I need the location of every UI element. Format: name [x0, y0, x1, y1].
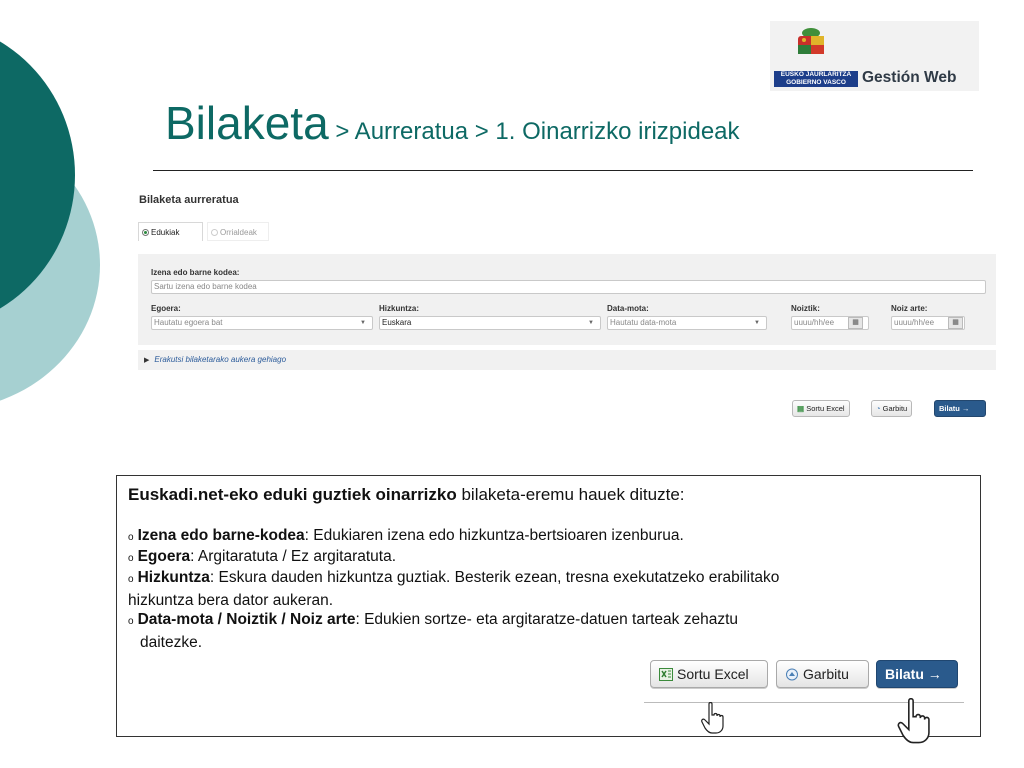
radio-selected-icon[interactable]: [142, 229, 149, 236]
search-button[interactable]: Bilatu →: [934, 400, 986, 417]
slide-title: [165, 96, 740, 150]
tab-orrialdeak[interactable]: Orrialdeak: [207, 222, 269, 241]
search-heading: Bilaketa aurreratua: [139, 194, 239, 206]
calendar-icon[interactable]: ▦: [848, 317, 863, 329]
gobierno-vasco-logo: [770, 21, 979, 91]
info-box: [116, 475, 981, 737]
pointer-hand-icon: [897, 698, 935, 744]
title-breadcrumb: > Aurreratua > 1. Oinarrizko irizpideak: [328, 118, 740, 145]
to-date-input[interactable]: uuuu/hh/ee: [891, 316, 965, 330]
pointer-hand-icon: [701, 702, 727, 734]
triangle-right-icon: ▶: [144, 357, 150, 364]
logo-product-name: Gestión Web: [862, 69, 957, 86]
clear-button-large[interactable]: Garbitu: [776, 660, 869, 688]
bullet-item: o Data-mota / Noiztik / Noiz arte: Edukien sortze- eta argitaratze-datuen tarteak zehaztu daitezke.: [128, 611, 739, 651]
title-divider: [153, 170, 973, 171]
coat-of-arms-icon: [794, 27, 828, 57]
bullet-item: o Egoera: Argitaratuta / Ez argitaratuta.: [128, 548, 397, 565]
tab-edukiak[interactable]: Edukiak: [138, 222, 203, 241]
to-label: Noiz arte:: [891, 304, 928, 313]
clear-button[interactable]: ◔ Garbitu: [871, 400, 912, 417]
datetype-select[interactable]: Hautatu data-mota ▼: [607, 316, 767, 330]
excel-button[interactable]: ▤ Sortu Excel: [792, 400, 850, 417]
logo-text-box: EUSKO JAURLARITZA GOBIERNO VASCO: [774, 71, 858, 87]
info-lead: Euskadi.net-eko eduki guztiek oinarrizko bilaketa-eremu hauek dituzte:: [128, 485, 685, 504]
state-select[interactable]: Hautatu egoera bat ▼: [151, 316, 373, 330]
datetype-label: Data-mota:: [607, 304, 649, 313]
title-main: Bilaketa: [165, 97, 329, 149]
search-form-screenshot: [137, 190, 997, 420]
chevron-down-icon: ▼: [588, 320, 594, 326]
name-label: Izena edo barne kodea:: [151, 268, 240, 277]
eraser-icon: ◔: [876, 404, 881, 413]
bullet-item: o Izena edo barne-kodea: Edukiaren izena edo hizkuntza-bertsioaren izenburua.: [128, 527, 684, 544]
more-options-bar[interactable]: [138, 350, 996, 370]
chevron-down-icon: ▼: [754, 320, 760, 326]
excel-icon: ▤: [797, 404, 805, 413]
radio-unselected-icon[interactable]: [211, 229, 218, 236]
excel-button-large[interactable]: Sortu Excel: [650, 660, 768, 688]
from-label: Noiztik:: [791, 304, 820, 313]
eraser-icon: [785, 668, 799, 681]
search-criteria-panel: [138, 254, 996, 345]
name-input[interactable]: Sartu izena edo barne kodea: [151, 280, 986, 294]
more-options-link[interactable]: Erakutsi bilaketarako aukera gehiago: [154, 355, 287, 364]
calendar-icon[interactable]: ▦: [948, 317, 963, 329]
excel-icon: [659, 668, 673, 681]
search-button-large[interactable]: Bilatu →: [876, 660, 958, 688]
language-label: Hizkuntza:: [379, 304, 419, 313]
language-select[interactable]: Euskara ▼: [379, 316, 601, 330]
bullet-item: o Hizkuntza: Eskura dauden hizkuntza guztiak. Besterik ezean, tresna exekutatzeko erabilitako hizkuntza bera dator aukeran.: [128, 569, 780, 609]
chevron-down-icon: ▼: [360, 320, 366, 326]
from-date-input[interactable]: uuuu/hh/ee: [791, 316, 869, 330]
state-label: Egoera:: [151, 304, 181, 313]
